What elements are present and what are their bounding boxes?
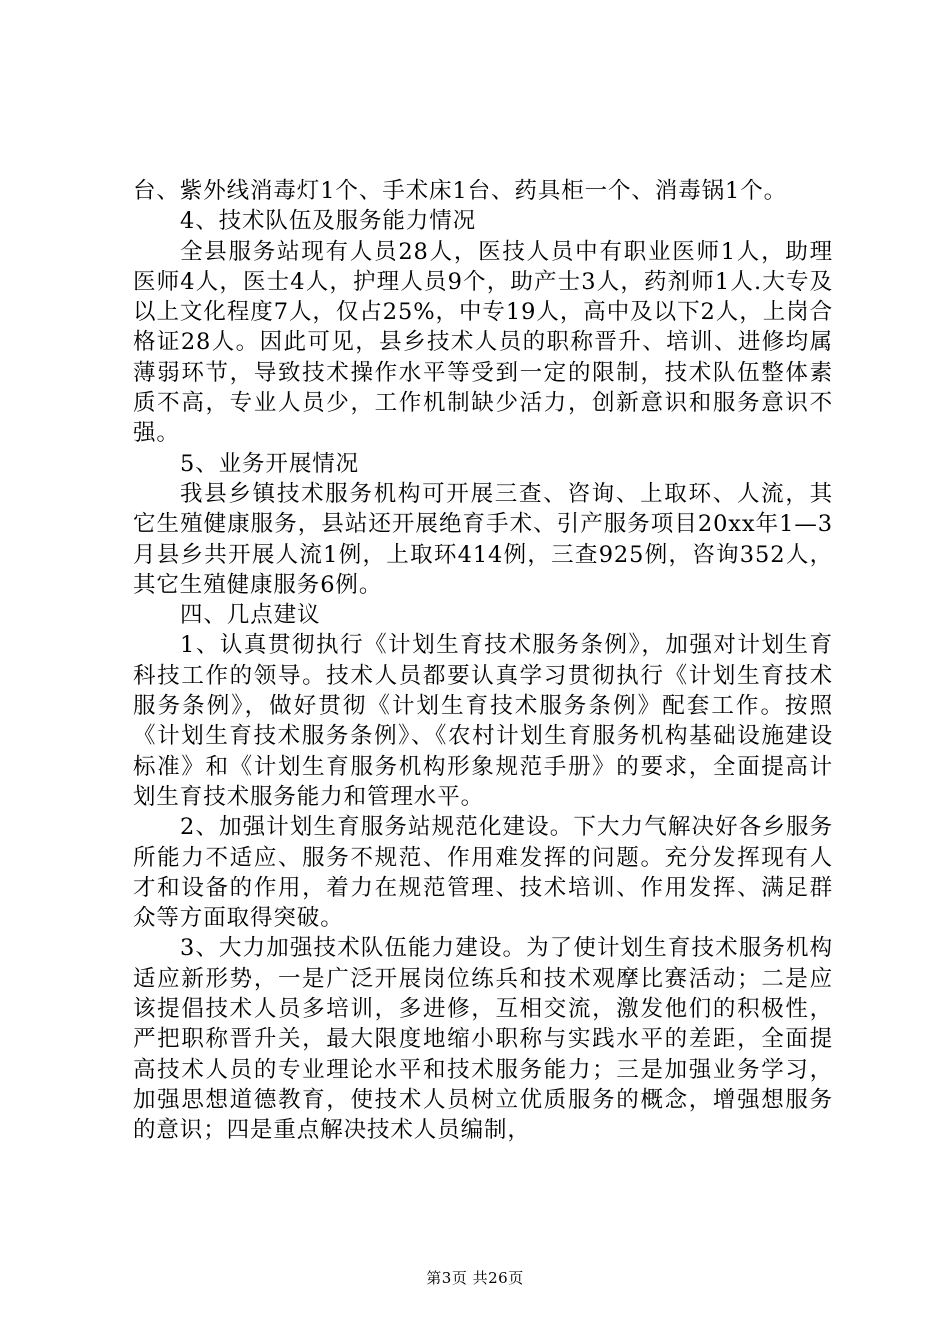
page-footer [0, 1268, 950, 1288]
heading-business-development: 5、业务开展情况 [180, 450, 360, 477]
paragraph-staff-statistics: 全县服务站现有人员28人，医技人员中有职业医师1人，助理医师4人，医士4人，护理人员9个，助产士3人，药剂师1人.大专及以上文化程度7人，仅占25%，中专19人，高中及以下2人，上岗合格证28人。因此可见，县乡技术人员的职称晋升、培训、进修均属薄弱环节，导致技术操作水平等受到一定的限制，技术队伍整体素质不高，专业人员少，工作机制缺少活力，创新意识和服务意识不强。 [133, 238, 833, 447]
heading-suggestions: 四、几点建议 [180, 602, 321, 629]
document-body [133, 176, 833, 1146]
heading-tech-team-capacity: 4、技术队伍及服务能力情况 [180, 208, 477, 235]
page-number: 第3页 共26页 [426, 1269, 524, 1287]
paragraph-suggestion-2: 2、加强计划生育服务站规范化建设。下大力气解决好各乡服务所能力不适应、服务不规范、作用难发挥的问题。充分发挥现有人才和设备的作用，着力在规范管理、技术培训、作用发挥、满足群众等方面取得突破。 [133, 814, 833, 932]
paragraph-suggestion-1: 1、认真贯彻执行《计划生育技术服务条例》，加强对计划生育科技工作的领导。技术人员都要认真学习贯彻执行《计划生育技术服务条例》，做好贯彻《计划生育技术服务条例》配套工作。按照《计划生育技术服务条例》、《农村计划生育服务机构基础设施建设标准》和《计划生育服务机构形象规范手册》的要求，全面提高计划生育技术服务能力和管理水平。 [133, 632, 833, 810]
paragraph-suggestion-3: 3、大力加强技术队伍能力建设。为了使计划生育技术服务机构适应新形势，一是广泛开展岗位练兵和技术观摩比赛活动；二是应该提倡技术人员多培训，多进修，互相交流，激发他们的积极性，严把职称晋升关，最大限度地缩小职称与实践水平的差距，全面提高技术人员的专业理论水平和技术服务能力；三是加强业务学习，加强思想道德教育，使技术人员树立优质服务的概念，增强想服务的意识；四是重点解决技术人员编制， [133, 935, 833, 1144]
paragraph-equipment-continued: 台、紫外线消毒灯1个、手术床1台、药具柜一个、消毒锅1个。 [133, 178, 788, 204]
paragraph-services-offered: 我县乡镇技术服务机构可开展三查、咨询、上取环、人流，其它生殖健康服务，县站还开展绝育手术、引产服务项目20xx年1—3月县乡共开展人流1例，上取环414例，三查925例，咨询352人，其它生殖健康服务6例。 [133, 480, 833, 598]
